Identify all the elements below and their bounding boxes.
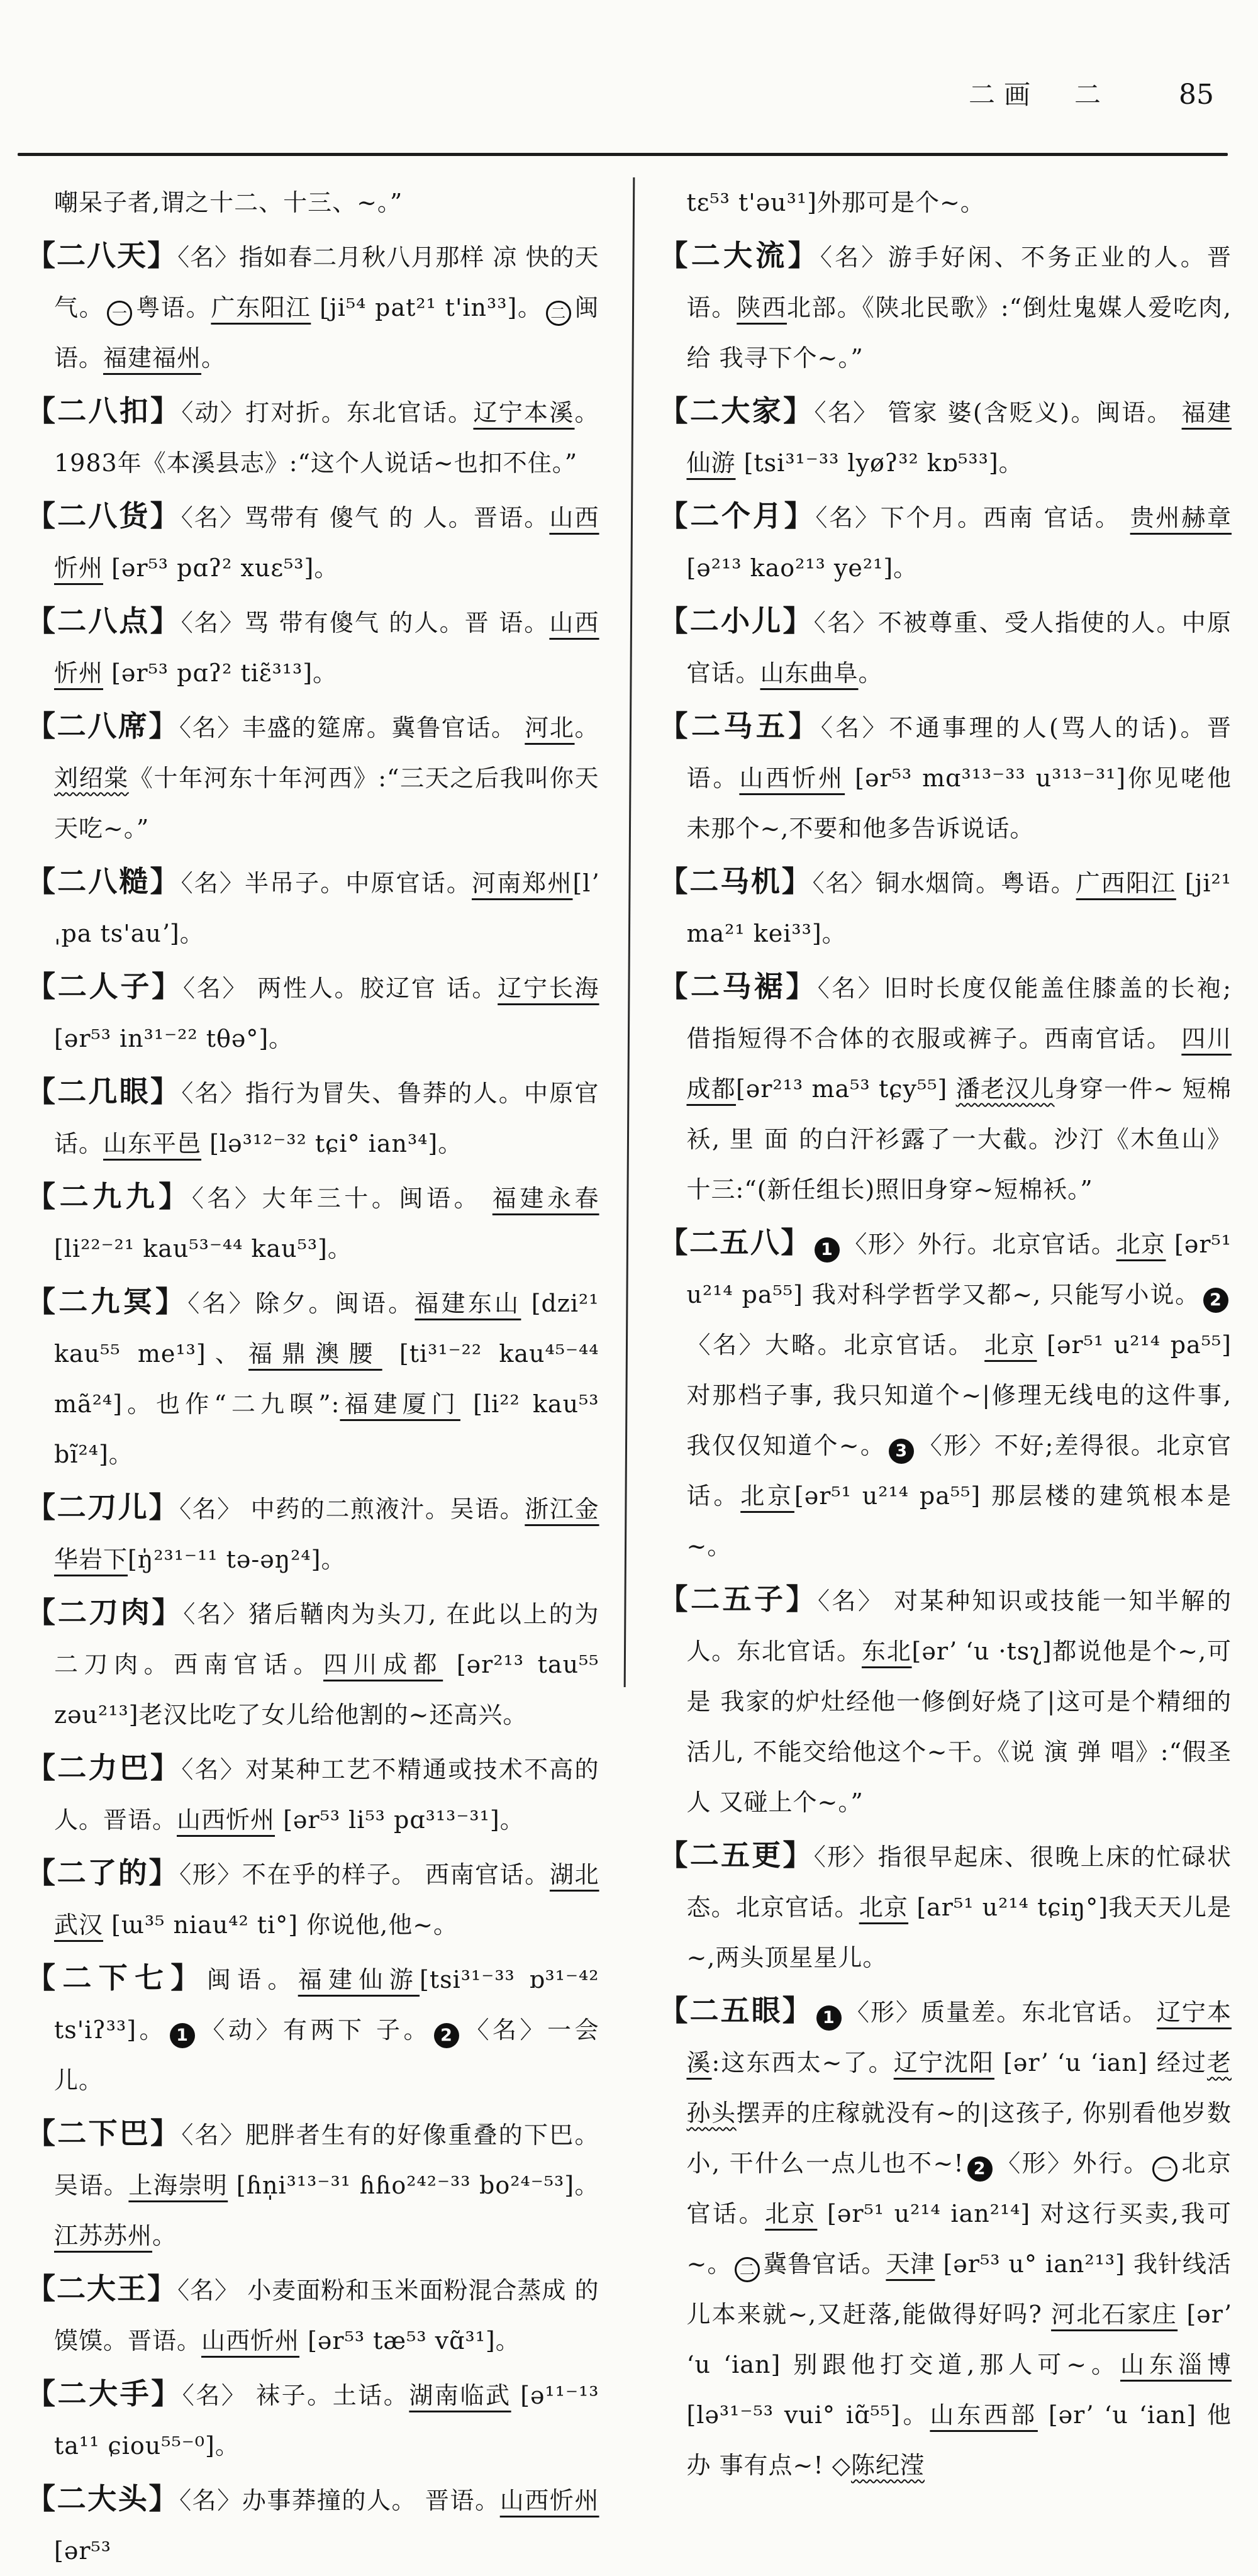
entry-text: 〈名〉骂带有 傻气 的 人。晋语。 xyxy=(181,504,550,532)
sense-number-filled-circle: 2 xyxy=(434,2023,459,2048)
page-header xyxy=(0,74,1214,112)
sense-number-filled-circle: 1 xyxy=(170,2023,195,2048)
dictionary-entry xyxy=(659,1574,1232,1827)
entry-text: 嘲呆子者,谓之十二、十三、~。” xyxy=(54,189,403,216)
dictionary-entry xyxy=(26,1742,599,1845)
proper-name-wavy-underlined: 潘老汉儿 xyxy=(955,1075,1055,1103)
entry-text: [ə¹¹⁻¹³ ta¹¹ ɕiou⁵⁵⁻⁰]。 xyxy=(54,2382,599,2460)
entry-headword: 【二八席】 xyxy=(26,709,180,743)
entry-text: [ər⁵³ u° ian²¹³] 我针线活儿本来就~,又赶落,能做得好吗? xyxy=(686,2250,1232,2328)
sense-number-filled-circle: 1 xyxy=(816,2005,842,2031)
entry-headword: 【二马裾】 xyxy=(659,969,818,1003)
entry-text: 〈名〉 对某种知识或技能一知半解的人。东北官话。 xyxy=(686,1587,1232,1665)
place-name-underlined: 湖南临武 xyxy=(409,2382,511,2409)
entry-text: [lə³¹²⁻³² tɕi° ian³⁴]。 xyxy=(201,1130,463,1157)
dictionary-entry xyxy=(26,701,599,854)
entry-text: 闽语。 xyxy=(54,294,599,372)
entry-text: 〈名〉不被尊重、受人指使的人。中原官话。 xyxy=(686,609,1232,687)
place-name-underlined: 河北石家庄 xyxy=(1051,2300,1178,2328)
place-name-underlined: 湖北武汉 xyxy=(54,1861,599,1939)
entry-text: 〈名〉游手好闲、不务正业的人。晋语。 xyxy=(686,243,1232,321)
dictionary-entry xyxy=(659,491,1232,593)
place-name-underlined: 广西阳江 xyxy=(1076,869,1176,897)
dictionary-entry xyxy=(659,596,1232,698)
entry-text: [ji²¹ ma²¹ kei³³]。 xyxy=(686,869,1232,947)
entry-text: 〈名〉除夕。闽语。 xyxy=(187,1290,415,1317)
entry-headword: 【二九九】 xyxy=(26,1179,192,1213)
place-name-underlined: 福鼎澳腰 xyxy=(248,1340,382,1368)
entry-headword: 【二了的】 xyxy=(26,1856,180,1890)
sense-number-outline-circle: 二 xyxy=(546,301,571,326)
dictionary-entry xyxy=(26,1171,599,1274)
entry-text: [ji⁵⁴ pat²¹ t'in³³]。 xyxy=(311,294,543,321)
place-name-underlined: 河南郑州 xyxy=(472,869,573,897)
entry-text: [ərʼ ʻu ·tsʅ]都说他是个~,可是 我家的炉灶经他一修倒好烧了|这可是个精细的活儿, 不能交给他这个~干。《说 演 弹 唱》:“假圣人 又碰上个~。” xyxy=(686,1637,1232,1816)
entry-headword: 【二下七】 xyxy=(26,1961,207,1995)
entry-text: [ərʼ ʻu ʻian] 他 办 事有点~! ◇ xyxy=(686,2401,1232,2479)
entry-headword: 【二八扣】 xyxy=(26,394,182,428)
dictionary-entry xyxy=(26,2473,599,2576)
dictionary-entry xyxy=(26,2263,599,2366)
entry-text: [tsi³¹⁻³³ ɒ³¹⁻⁴² ts'iʔ³³]。 xyxy=(54,1966,599,2044)
entry-text: [ər²¹³ ma⁵³ tɕy⁵⁵] xyxy=(735,1075,956,1103)
entry-text: 《十年河东十年河西》:“三天之后我叫你天天吃~。” xyxy=(54,764,599,842)
place-name-underlined: 辽宁长海 xyxy=(498,974,599,1002)
entry-text: [ti³¹⁻²² kau⁴⁵⁻⁴⁴ mã²⁴]。也作“二九暝”: xyxy=(54,1340,599,1418)
right-column xyxy=(659,177,1232,2479)
entry-text: 冀鲁官话。 xyxy=(763,2250,886,2278)
dictionary-entry xyxy=(659,1217,1232,1571)
dictionary-entry xyxy=(26,1276,599,1480)
place-name-underlined: 辽宁本溪 xyxy=(686,1999,1232,2077)
entry-text: 〈名〉铜水烟筒。粤语。 xyxy=(812,869,1076,897)
entry-headword: 【二力巴】 xyxy=(26,1751,182,1785)
entry-headword: 【二人子】 xyxy=(26,969,183,1003)
column-divider xyxy=(623,177,635,1687)
entry-text: [lə³¹⁻⁵³ vui° iɑ̃⁵⁵]。 xyxy=(686,2401,930,2429)
dictionary-entry xyxy=(659,701,1232,854)
sense-number-outline-circle: 二 xyxy=(735,2257,760,2282)
place-name-underlined: 山东曲阜 xyxy=(760,659,859,687)
entry-text: 〈形〉外行。北京官话。 xyxy=(842,1230,1116,1258)
entry-headword: 【二五眼】 xyxy=(659,1993,813,2027)
entry-text: 〈名〉大年三十。闽语。 xyxy=(191,1185,493,1212)
place-name-underlined: 山西忻州 xyxy=(201,2327,300,2355)
place-name-underlined: 山东西部 xyxy=(930,2401,1038,2429)
entry-text: 〈形〉外行。 xyxy=(995,2149,1149,2177)
entry-text: 〈名〉旧时长度仅能盖住膝盖的长袍; 借指短得不合体的衣服或裤子。西南官话。 xyxy=(686,974,1232,1052)
dictionary-entry xyxy=(26,2108,599,2261)
place-name-underlined: 辽宁沈阳 xyxy=(893,2049,994,2077)
left-column xyxy=(26,177,599,2565)
entry-headword: 【二五八】 xyxy=(659,1225,811,1259)
dictionary-entry xyxy=(659,856,1232,959)
entry-headword: 【二五更】 xyxy=(659,1838,814,1872)
place-name-underlined: 北京 xyxy=(984,1331,1037,1359)
entry-text: 〈名〉肥胖者生有的好像重叠的下巴。吴语。 xyxy=(54,2121,599,2199)
place-name-underlined: 山西忻州 xyxy=(54,504,599,582)
proper-name-wavy-underlined: 刘绍棠 xyxy=(54,764,129,792)
entry-text: 〈名〉下个月。西南 官话。 xyxy=(815,504,1130,532)
entry-text: 〈动〉打对折。东北官话。 xyxy=(181,399,474,427)
entry-text: [li²² kau⁵³ bĩ²⁴]。 xyxy=(54,1390,599,1468)
place-name-underlined: 陕西 xyxy=(737,294,787,321)
entry-text: [lʼ ˌpa ts'auʼ]。 xyxy=(54,869,599,947)
entry-text: 北京官话。 xyxy=(686,2149,1232,2228)
entry-headword: 【二马机】 xyxy=(659,864,813,898)
entry-text: [ər⁵³ tæ⁵³ vɑ̃³¹]。 xyxy=(299,2327,520,2355)
continuation-paragraph xyxy=(26,177,599,228)
dictionary-entry xyxy=(26,386,599,488)
entry-text: 闽语。 xyxy=(206,1966,298,1993)
entry-headword: 【二大流】 xyxy=(659,238,820,272)
entry-headword: 【二八点】 xyxy=(26,604,181,638)
place-name-underlined: 贵州赫章 xyxy=(1130,504,1232,532)
entry-text: [dzi²¹ kau⁵⁵ me¹³]、 xyxy=(54,1290,599,1368)
place-name-underlined: 东北 xyxy=(861,1637,912,1665)
proper-name-wavy-underlined: 老孙头 xyxy=(686,2049,1232,2127)
entry-text: 〈名〉猪后鞧肉为头刀, 在此以上的为 二刀肉。西南官话。 xyxy=(54,1600,599,1678)
entry-text: [ər⁵³ in³¹⁻²² tθə°]。 xyxy=(54,1025,294,1052)
entry-text: [ər²¹³ tau⁵⁵ zəu²¹³]老汉比吃了女儿给他割的~还高兴。 xyxy=(54,1651,599,1729)
entry-text: [li²²⁻²¹ kau⁵³⁻⁴⁴ kau⁵³]。 xyxy=(54,1235,352,1263)
dictionary-entry xyxy=(26,1482,599,1585)
place-name-underlined: 北京 xyxy=(765,2200,818,2228)
dictionary-entry xyxy=(26,1066,599,1169)
dictionary-entry xyxy=(26,2368,599,2471)
place-name-underlined: 四川成都 xyxy=(686,1025,1232,1103)
dictionary-entry xyxy=(26,1587,599,1740)
entry-text: 〈名〉 袜子。土话。 xyxy=(182,2382,409,2409)
entry-text: 〈名〉 两性人。胶辽官 话。 xyxy=(182,974,498,1002)
entry-text: [ər⁵¹ u²¹⁴ pa⁵⁵] 对那档子事, 我只知道个~|修理无线电的这件事, 我仅仅知道个~。 xyxy=(686,1331,1232,1459)
entry-text: [ɦn̩i³¹³⁻³¹ ɦɦo²⁴²⁻³³ bo²⁴⁻⁵³]。 xyxy=(228,2172,599,2199)
place-name-underlined: 山东平邑 xyxy=(103,1130,202,1157)
entry-headword: 【二小儿】 xyxy=(659,604,814,638)
proper-name-wavy-underlined: 陈纪滢 xyxy=(850,2451,925,2479)
place-name-underlined: 江苏苏州 xyxy=(54,2222,153,2250)
dictionary-entry xyxy=(26,856,599,959)
entry-text: 〈名〉大略。北京官话。 xyxy=(686,1331,985,1359)
entry-text: 〈动〉有两下 子。 xyxy=(198,2016,431,2044)
entry-text: [ɯ³⁵ niau⁴² ti°] 你说他,他~。 xyxy=(103,1911,459,1939)
place-name-underlined: 辽宁本溪 xyxy=(473,399,575,427)
place-name-underlined: 北京 xyxy=(740,1482,794,1510)
place-name-underlined: 福建永春 xyxy=(492,1185,599,1212)
entry-text: 〈形〉指很早起床、很晚上床的忙碌状态。北京官话。 xyxy=(686,1843,1232,1921)
place-name-underlined: 福建福州 xyxy=(103,344,202,372)
entry-text: [ərʼ ʻu ʻian] 别跟他打交道,那人可~。 xyxy=(686,2300,1232,2378)
entry-text: [ər⁵³ mɑ³¹³⁻³³ u³¹³⁻³¹]你见咾他未那个~,不要和他多告诉说话。 xyxy=(686,764,1232,842)
entry-text: 〈形〉不在乎的样子。 西南官话。 xyxy=(179,1861,550,1888)
dictionary-entry xyxy=(26,961,599,1064)
entry-headword: 【二下巴】 xyxy=(26,2116,182,2150)
dictionary-entry xyxy=(26,596,599,698)
dictionary-entry xyxy=(26,1848,599,1950)
entry-text: 〈名〉半吊子。中原官话。 xyxy=(181,869,472,897)
entry-text: [ər⁵³ pɑʔ² tiɛ̃³¹³]。 xyxy=(103,659,338,687)
sense-number-filled-circle: 2 xyxy=(967,2156,993,2182)
place-name-underlined: 北京 xyxy=(1116,1230,1166,1258)
dictionary-entry xyxy=(659,230,1232,383)
entry-text: 〈名〉 管家 婆(含贬义)。闽语。 xyxy=(814,399,1182,427)
entry-text: 〈名〉一会儿。 xyxy=(54,2016,599,2094)
place-name-underlined: 福建东山 xyxy=(415,1290,521,1317)
entry-text: 〈名〉办事莽撞的人。 晋语。 xyxy=(179,2487,500,2514)
entry-text: [ərʼ ʻu ʻian] 经过 xyxy=(994,2049,1207,2077)
entry-headword: 【二八货】 xyxy=(26,499,181,533)
entry-headword: 【二八天】 xyxy=(26,238,178,272)
place-name-underlined: 山西忻州 xyxy=(177,1806,276,1834)
entry-text: [ŋ̍²³¹⁻¹¹ tə-əŋ²⁴]。 xyxy=(128,1546,346,1573)
entry-text: 。 xyxy=(201,344,226,372)
entry-text: 〈名〉骂 带有傻气 的人。晋 语。 xyxy=(181,609,550,637)
entry-text: 〈形〉质量差。东北官话。 xyxy=(844,1999,1157,2026)
entry-text: 粤语。 xyxy=(135,294,211,321)
dictionary-entry xyxy=(26,230,599,383)
dictionary-entry xyxy=(659,1830,1232,1983)
place-name-underlined: 福建厦门 xyxy=(340,1390,460,1418)
place-name-underlined: 福建仙游 xyxy=(686,399,1232,477)
entry-text: 。 xyxy=(858,659,883,687)
place-name-underlined: 北京 xyxy=(859,1893,909,1921)
entry-text: 〈形〉不好;差得很。北京官话。 xyxy=(686,1432,1232,1510)
entry-headword: 【二刀肉】 xyxy=(26,1595,184,1629)
entry-text: 。 xyxy=(152,2222,177,2250)
entry-text: [ər⁵³ xyxy=(54,2537,111,2565)
place-name-underlined: 山东淄博 xyxy=(1120,2351,1232,2378)
dictionary-entry xyxy=(659,1985,1232,2490)
sense-number-filled-circle: 2 xyxy=(1203,1288,1228,1313)
entry-headword: 【二马五】 xyxy=(659,709,821,743)
entry-text: 〈名〉 小麦面粉和玉米面粉混合蒸成 的 馍馍。晋语。 xyxy=(54,2277,599,2355)
place-name-underlined: 上海崇明 xyxy=(128,2172,228,2199)
place-name-underlined: 四川成都 xyxy=(323,1651,443,1678)
entry-text: 摆弄的庄稼就没有~的|这孩子, 你别看他岁数小, 干什么一点儿也不~! xyxy=(686,2099,1232,2177)
entry-text: 〈名〉指如春二月秋八月那样 凉 快的天气。 xyxy=(54,243,599,321)
entry-text: tɛ⁵³ t'əu³¹]外那可是个~。 xyxy=(686,189,985,216)
entry-text: 〈名〉不通事理的人(骂人的话)。晋 语。 xyxy=(686,714,1232,792)
sense-number-filled-circle: 3 xyxy=(889,1439,914,1464)
entry-headword: 【二大头】 xyxy=(26,2482,180,2516)
running-head: 二画 二 xyxy=(968,79,1110,110)
entry-text: 。 xyxy=(574,714,599,742)
page-number: 85 xyxy=(1179,79,1214,111)
place-name-underlined: 福建仙游 xyxy=(298,1966,420,1993)
place-name-underlined: 山西忻州 xyxy=(739,764,845,792)
entry-headword: 【二刀儿】 xyxy=(26,1490,180,1524)
entry-text: [ar⁵¹ u²¹⁴ tɕiŋ°]我天天儿是~,两头顶星星儿。 xyxy=(686,1893,1232,1971)
sense-number-filled-circle: 1 xyxy=(815,1237,840,1263)
entry-headword: 【二个月】 xyxy=(659,499,816,533)
entry-text: [ər⁵¹ u²¹⁴ ian²¹⁴] 对这行买卖,我可~。 xyxy=(686,2200,1232,2278)
dictionary-entry xyxy=(26,1953,599,2105)
entry-text: 〈名〉丰盛的筵席。冀鲁官话。 xyxy=(179,714,525,742)
entry-text: [ə²¹³ kao²¹³ ye²¹]。 xyxy=(686,554,918,582)
place-name-underlined: 山西忻州 xyxy=(54,609,599,687)
entry-headword: 【二几眼】 xyxy=(26,1074,182,1108)
text-columns xyxy=(26,177,1232,2565)
place-name-underlined: 河北 xyxy=(525,714,575,742)
header-rule xyxy=(18,153,1228,156)
entry-text: 。1983年《本溪县志》:“这个人说话~也扣不住。” xyxy=(54,399,599,477)
entry-text: [tsi³¹⁻³³ lyøʔ³² kɒ⁵³³]。 xyxy=(735,449,1023,477)
entry-headword: 【二大手】 xyxy=(26,2377,182,2411)
entry-headword: 【二九冥】 xyxy=(26,1285,188,1319)
entry-text: [ər⁵¹ u²¹⁴ pa⁵⁵] 我对科学哲学又都~, 只能写小说。 xyxy=(686,1230,1232,1308)
entry-text: 〈名〉指行为冒失、鲁莽的人。中原官话。 xyxy=(54,1079,599,1157)
place-name-underlined: 山西忻州 xyxy=(499,2487,599,2514)
entry-headword: 【二大王】 xyxy=(26,2272,178,2306)
place-name-underlined: 广东阳江 xyxy=(211,294,311,321)
entry-text: 北部。《陕北民歌》:“倒灶鬼媒人爱吃肉, 给 我寻下个~。” xyxy=(686,294,1232,372)
sense-number-outline-circle: 一 xyxy=(1152,2156,1177,2182)
dictionary-entry xyxy=(659,961,1232,1215)
entry-headword: 【二大家】 xyxy=(659,394,815,428)
entry-text: [ər⁵³ li⁵³ pɑ³¹³⁻³¹]。 xyxy=(275,1806,525,1834)
place-name-underlined: 天津 xyxy=(886,2250,935,2278)
entry-text: [ər⁵¹ u²¹⁴ pa⁵⁵] 那层楼的建筑根本是~。 xyxy=(686,1482,1232,1560)
continuation-paragraph xyxy=(659,177,1232,228)
entry-text: 〈名〉对某种工艺不精通或技术不高的 人。晋语。 xyxy=(54,1756,599,1834)
entry-text: 〈名〉 中药的二煎液汁。吴语。 xyxy=(179,1495,525,1523)
dictionary-entry xyxy=(26,491,599,593)
entry-text: [ər⁵³ pɑʔ² xuɛ⁵³]。 xyxy=(103,554,339,582)
entry-headword: 【二八糙】 xyxy=(26,864,181,898)
entry-text: :这东西太~了。 xyxy=(711,2049,894,2077)
entry-text: 身穿一件~ 短棉袄, 里 面 的白汗衫露了一大截。沙汀《木鱼山》十三:“(新任组长)照旧身穿~短棉袄。” xyxy=(686,1075,1232,1203)
sense-number-outline-circle: 一 xyxy=(107,301,132,326)
dictionary-entry xyxy=(659,386,1232,488)
place-name-underlined: 浙江金华岩下 xyxy=(54,1495,599,1573)
entry-headword: 【二五子】 xyxy=(659,1582,818,1616)
